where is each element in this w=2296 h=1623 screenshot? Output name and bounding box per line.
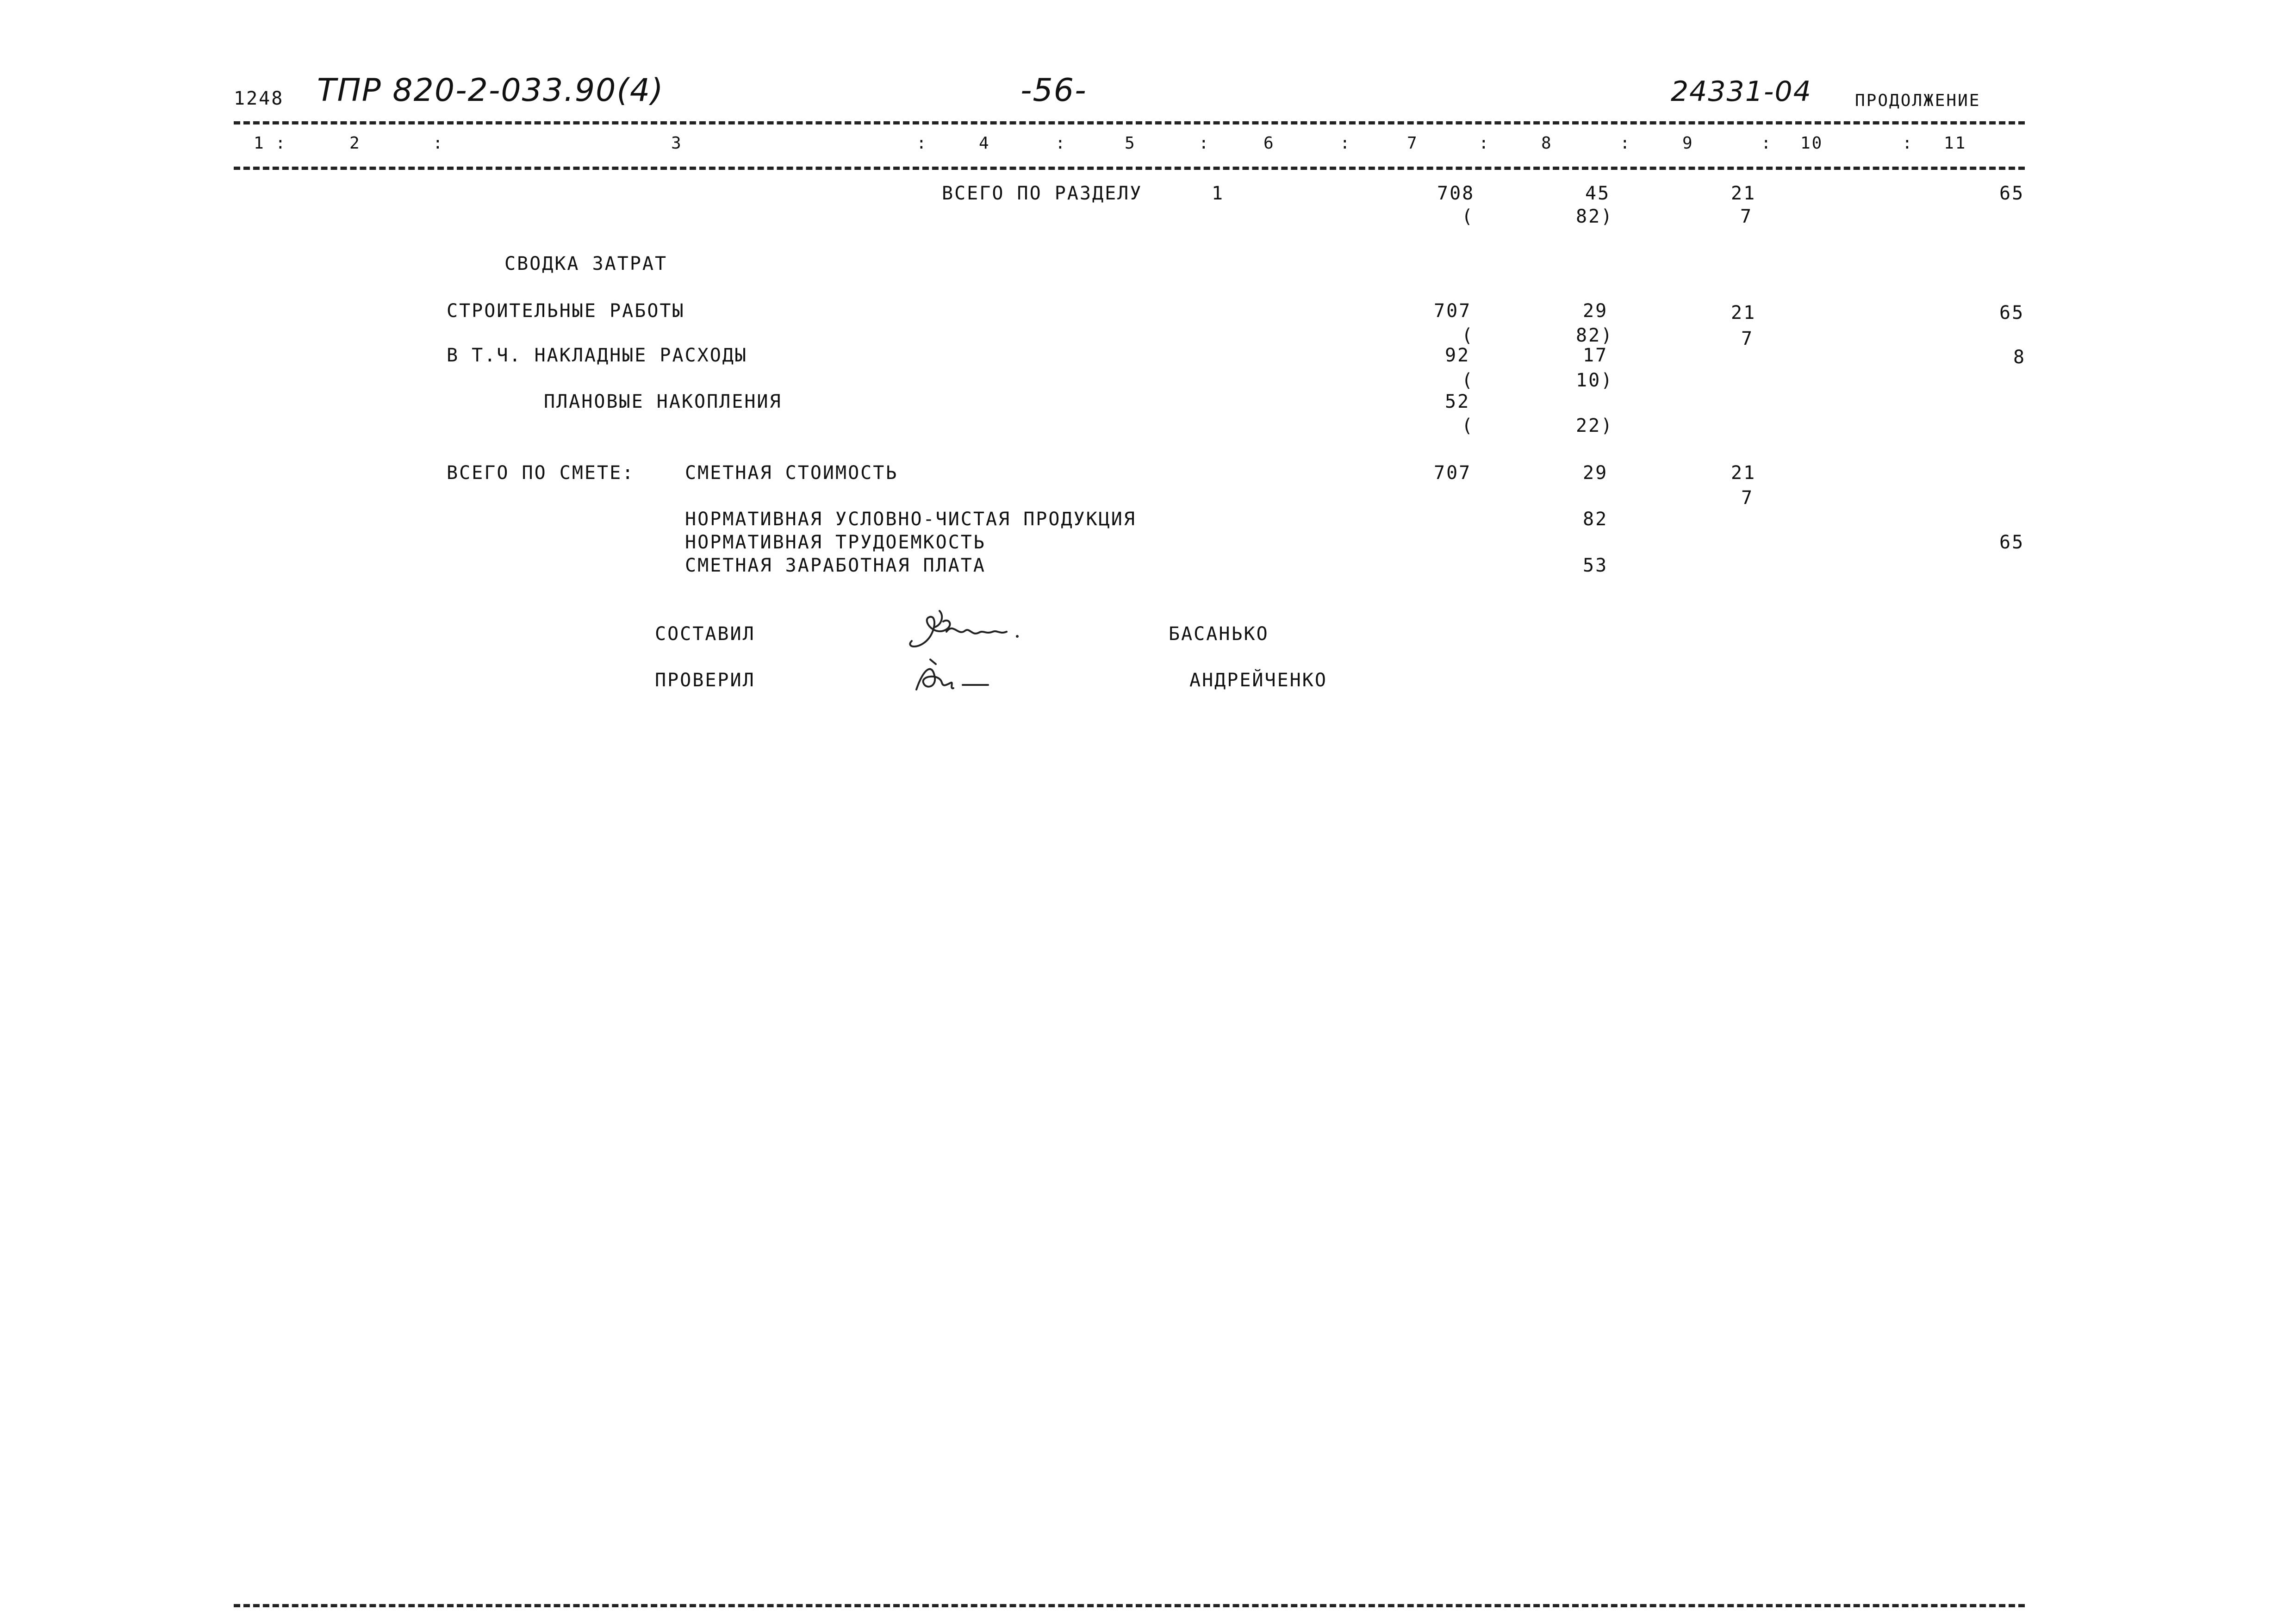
section-total-col7: 708 bbox=[1437, 183, 1475, 204]
estimate-total-col9-sub: 7 bbox=[1741, 487, 1754, 509]
overhead-col11: 8 bbox=[2013, 347, 2026, 368]
column-number: 2 bbox=[349, 134, 361, 153]
compiled-label: СОСТАВИЛ bbox=[655, 623, 755, 645]
construction-col9-sub: 7 bbox=[1741, 328, 1754, 349]
column-separator: : bbox=[275, 134, 287, 153]
estimate-total-col9: 21 bbox=[1731, 462, 1756, 484]
section-total-col9-sub: 7 bbox=[1740, 206, 1753, 227]
section-total-col9: 21 bbox=[1731, 183, 1756, 204]
overhead-col8: 17 bbox=[1583, 345, 1608, 366]
wages-value: 53 bbox=[1583, 555, 1608, 576]
column-number: 6 bbox=[1263, 134, 1275, 153]
project-code: ТПР 820-2-033.90(4) bbox=[317, 72, 664, 109]
continuation-label: ПРОДОЛЖЕНИЕ bbox=[1855, 91, 1981, 110]
labor-label: НОРМАТИВНАЯ ТРУДОЕМКОСТЬ bbox=[685, 532, 986, 553]
column-number: 4 bbox=[979, 134, 990, 153]
column-separator: : bbox=[433, 134, 444, 153]
column-separator: : bbox=[1055, 134, 1067, 153]
column-separator: : bbox=[1199, 134, 1210, 153]
section-total-col8-sub: 82) bbox=[1576, 206, 1614, 227]
construction-col9: 21 bbox=[1731, 302, 1756, 323]
column-separator: : bbox=[1761, 134, 1773, 153]
compiled-name: БАСАНЬКО bbox=[1169, 623, 1269, 645]
wages-label: СМЕТНАЯ ЗАРАБОТНАЯ ПЛАТА bbox=[685, 555, 986, 576]
construction-col11: 65 bbox=[1999, 302, 2025, 323]
labor-value: 65 bbox=[1999, 532, 2025, 553]
column-separator: : bbox=[1340, 134, 1351, 153]
checked-label: ПРОВЕРИЛ bbox=[655, 670, 755, 691]
header-rule-top bbox=[234, 121, 2025, 124]
savings-label: ПЛАНОВЫЕ НАКОПЛЕНИЯ bbox=[544, 391, 782, 412]
net-product-label: НОРМАТИВНАЯ УСЛОВНО-ЧИСТАЯ ПРОДУКЦИЯ bbox=[685, 509, 1136, 530]
construction-label: СТРОИТЕЛЬНЫЕ РАБОТЫ bbox=[447, 300, 685, 322]
estimate-total-col7: 707 bbox=[1434, 462, 1472, 484]
column-number: 3 bbox=[671, 134, 683, 153]
column-number: 11 bbox=[1944, 134, 1967, 153]
construction-col7: 707 bbox=[1434, 300, 1472, 322]
column-separator: : bbox=[1620, 134, 1631, 153]
overhead-col7-sub: ( bbox=[1462, 370, 1475, 391]
overhead-col7: 92 bbox=[1445, 345, 1470, 366]
column-number: 7 bbox=[1407, 134, 1419, 153]
footer-rule bbox=[234, 1604, 2025, 1607]
construction-col7-sub: ( bbox=[1462, 325, 1475, 346]
estimate-total-label: ВСЕГО ПО СМЕТЕ: bbox=[447, 462, 635, 484]
section-total-col11: 65 bbox=[1999, 183, 2025, 204]
column-separator: : bbox=[1479, 134, 1490, 153]
column-separator: : bbox=[1902, 134, 1914, 153]
construction-col8-sub: 82) bbox=[1576, 325, 1614, 346]
overhead-label: В Т.Ч. НАКЛАДНЫЕ РАСХОДЫ bbox=[447, 345, 747, 366]
sheet-number: 1248 bbox=[234, 88, 284, 109]
section-total-col8: 45 bbox=[1585, 183, 1611, 204]
construction-col8: 29 bbox=[1583, 300, 1608, 322]
section-total-label: ВСЕГО ПО РАЗДЕЛУ bbox=[942, 183, 1143, 204]
section-total-col7-sub: ( bbox=[1462, 206, 1475, 227]
estimate-total-col8: 29 bbox=[1583, 462, 1608, 484]
column-number: 5 bbox=[1125, 134, 1136, 153]
header-rule-bottom bbox=[234, 167, 2025, 170]
column-number: 1 bbox=[254, 134, 265, 153]
checked-name: АНДРЕЙЧЕНКО bbox=[1189, 670, 1327, 691]
column-number: 9 bbox=[1682, 134, 1694, 153]
savings-col7-sub: ( bbox=[1462, 415, 1475, 436]
column-number: 8 bbox=[1541, 134, 1553, 153]
estimate-cost-label: СМЕТНАЯ СТОИМОСТЬ bbox=[685, 462, 898, 484]
column-separator: : bbox=[916, 134, 928, 153]
overhead-col8-sub: 10) bbox=[1576, 370, 1614, 391]
savings-col8-sub: 22) bbox=[1576, 415, 1614, 436]
compiled-signature-icon bbox=[902, 604, 1041, 655]
page-number: -56- bbox=[1020, 72, 1087, 109]
net-product-value: 82 bbox=[1583, 509, 1608, 530]
checked-signature-icon bbox=[907, 650, 1000, 701]
estimate-code: 24331-04 bbox=[1671, 75, 1812, 108]
summary-title: СВОДКА ЗАТРАТ bbox=[504, 253, 668, 274]
section-number: 1 bbox=[1212, 183, 1225, 204]
savings-col7: 52 bbox=[1445, 391, 1470, 412]
column-number: 10 bbox=[1800, 134, 1823, 153]
